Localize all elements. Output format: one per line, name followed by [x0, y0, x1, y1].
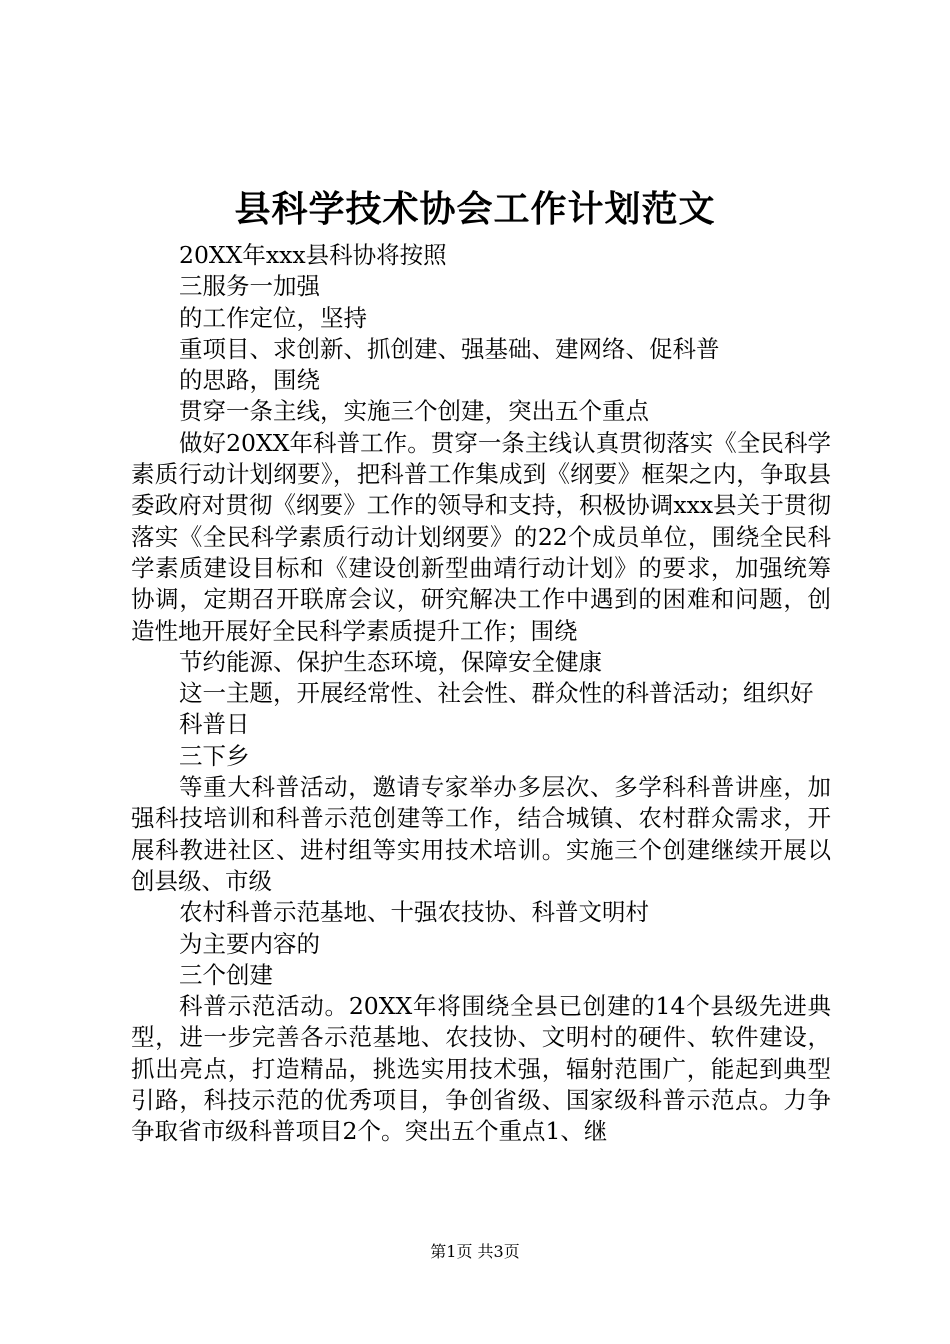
- paragraph: 三下乡: [179, 741, 250, 770]
- paragraph: 三服务一加强: [179, 272, 320, 301]
- paragraph: 农村科普示范基地、十强农技协、科普文明村: [179, 898, 649, 927]
- document-body: [131, 240, 831, 1148]
- document-title: 县科学技术协会工作计划范文: [234, 188, 716, 230]
- paragraph: 节约能源、保护生态环境，保障安全健康: [179, 647, 602, 676]
- page-footer: 第1页 共3页: [430, 1242, 520, 1261]
- paragraph: 20XX年xxx县科协将按照: [179, 241, 447, 269]
- paragraph: 科普示范活动。20XX年将围绕全县已创建的14个县级先进典型，进一步完善各示范基地、农技协、文明村的硬件、软件建设，抓出亮点，打造精品，挑选实用技术强，辐射范围广，能起到典型引路，科技示范的优秀项目，争创省级、国家级科普示范点。力争争取省市级科普项目2个。突出五个重点1、继: [131, 992, 831, 1146]
- paragraph: 这一主题，开展经常性、社会性、群众性的科普活动；组织好: [179, 679, 814, 708]
- paragraph: 三个创建: [179, 960, 273, 989]
- paragraph: 做好20XX年科普工作。贯穿一条主线认真贯彻落实《全民科学素质行动计划纲要》，把科普工作集成到《纲要》框架之内，争取县委政府对贯彻《纲要》工作的领导和支持，积极协调xxx县关于贯彻落实《全民科学素质行动计划纲要》的22个成员单位，围绕全民科学素质建设目标和《建设创新型曲靖行动计划》的要求，加强统筹协调，定期召开联席会议，研究解决工作中遇到的困难和问题，创造性地开展好全民科学素质提升工作；围绕: [131, 428, 831, 645]
- paragraph: 的工作定位，坚持: [179, 303, 367, 332]
- paragraph: 贯穿一条主线，实施三个创建，突出五个重点: [179, 397, 649, 426]
- paragraph: 科普日: [179, 710, 250, 739]
- paragraph: 的思路，围绕: [179, 366, 320, 395]
- paragraph: 为主要内容的: [179, 929, 320, 958]
- paragraph: 重项目、求创新、抓创建、强基础、建网络、促科普: [179, 334, 720, 363]
- paragraph: 等重大科普活动，邀请专家举办多层次、多学科科普讲座，加强科技培训和科普示范创建等工作，结合城镇、农村群众需求，开展科教进社区、进村组等实用技术培训。实施三个创建继续开展以创县级、市级: [131, 773, 831, 895]
